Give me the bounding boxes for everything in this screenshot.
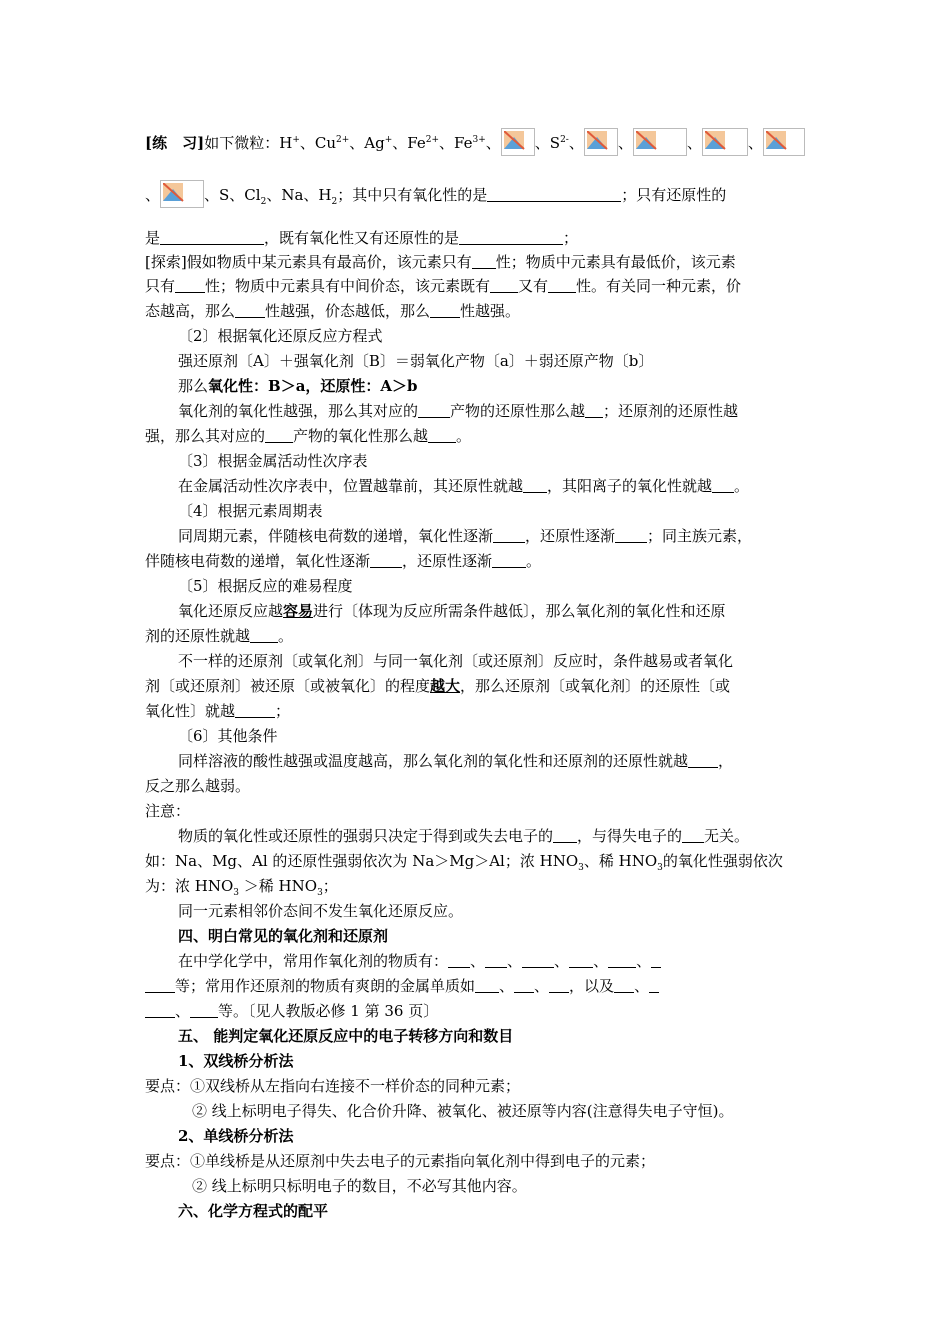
s6-text-1: 同样溶液的酸性越强或温度越高，那么氧化剂的氧化性和还原剂的还原性就越 ，	[178, 752, 734, 770]
answer-blank[interactable]	[651, 951, 661, 968]
s5-text-5: 氧化性〕就越 ；	[145, 702, 291, 720]
answer-blank[interactable]	[569, 951, 593, 968]
explore-line-3: 态越高，那么 性越强，价态越低，那么 性越强。	[145, 302, 521, 320]
note-label: 注意：	[145, 802, 191, 820]
answer-blank[interactable]	[145, 1001, 175, 1018]
method-2-point-b: ② 线上标明只标明电子的数目，不必写其他内容。	[192, 1177, 527, 1195]
method-1-point-b: ② 线上标明电子得失、化合价升降、被氧化、被还原等内容(注意得失电子守恒)。	[192, 1102, 734, 1120]
section-4-text-3: 、 等。〔见人教版必修 1 第 36 页〕	[145, 999, 825, 1023]
answer-blank[interactable]	[475, 976, 499, 993]
answer-blank[interactable]	[514, 976, 534, 993]
s5-text-4: 剂〔或还原剂〕被还原〔或被氧化〕的程度越大，那么还原剂〔或氧化剂〕的还原性〔或	[145, 677, 731, 695]
answer-blank[interactable]	[553, 826, 577, 843]
s5-text-1: 氧化还原反应越容易进行〔体现为反应所需条件越低〕，那么氧化剂的氧化性和还原	[178, 602, 726, 620]
section-5-title: 五、 能判定氧化还原反应中的电子转移方向和数目	[178, 1027, 514, 1045]
answer-blank[interactable]	[493, 526, 525, 543]
section-4-title: 四、明白常见的氧化剂和还原剂	[178, 927, 389, 945]
s4-text-1: 同周期元素，伴随核电荷数的递增，氧化性逐渐 ，还原性逐渐 ；同主族元素，	[178, 527, 753, 545]
practice-line-1: [练 习]如下微粒：H+、$Cu^{2+}$、Ag+、$Fe^{2+}$、$Fe^{3+}$、 、$S^{2-}$、 、 、 、	[145, 128, 825, 156]
answer-blank[interactable]	[472, 252, 496, 269]
s2-paragraph-2: 强，那么其对应的 产物的氧化性那么越 。	[145, 427, 472, 445]
method-1-point-a: 要点：①双线桥从左指向右连接不一样价态的同种元素；	[145, 1077, 521, 1095]
method-2-point-a: 要点：①单线桥是从还原剂中失去电子的元素指向氧化剂中得到电子的元素；	[145, 1152, 656, 1170]
answer-blank[interactable]	[492, 551, 526, 568]
s2-conclusion: 那么氧化性：B＞a，还原性：A＞b	[178, 377, 418, 395]
explore-line-2: 只有 性；物质中元素具有中间价态，该元素既有 又有 性。有关同一种元素，价	[145, 277, 742, 295]
s5-text-2: 剂的还原性就越 。	[145, 627, 294, 645]
answer-blank[interactable]	[548, 276, 576, 293]
practice-tag: [练 习]	[145, 134, 205, 152]
method-1-title: 1、双线桥分析法	[178, 1052, 294, 1070]
s6-text-2: 反之那么越弱。	[145, 777, 251, 795]
s2-equation: 强还原剂〔A〕＋强氧化剂〔B〕＝弱氧化产物〔a〕＋弱还原产物〔b〕	[178, 352, 654, 370]
answer-blank[interactable]	[250, 626, 278, 643]
section-4-text-2: 等；常用作还原剂的物质有爽朗的金属单质如 、 、 ，以及 、	[145, 974, 825, 998]
explore-line-1: [探索]假如物质中某元素具有最高价，该元素只有 性；物质中元素具有最低价，该元素	[145, 253, 736, 271]
answer-blank[interactable]	[160, 228, 264, 245]
answer-blank[interactable]	[522, 951, 554, 968]
broken-image-icon	[160, 180, 204, 208]
note-text-3: 为：浓 $HNO_3$ ＞稀 $HNO_3$；	[145, 877, 338, 898]
broken-image-icon	[702, 128, 748, 156]
answer-blank[interactable]	[614, 976, 634, 993]
s5-text-3: 不一样的还原剂〔或氧化剂〕与同一氧化剂〔或还原剂〕反应时，条件越易或者氧化	[178, 652, 734, 670]
practice-line-2: 、 、S、$Cl_2$、Na、$H_2$；其中只有氧化性的是 ；只有还原性的	[145, 180, 825, 208]
s4-text-2: 伴随核电荷数的递增，氧化性逐渐 ，还原性逐渐 。	[145, 552, 542, 570]
broken-image-icon	[763, 128, 805, 156]
answer-blank[interactable]	[265, 426, 293, 443]
answer-blank[interactable]	[175, 276, 205, 293]
answer-blank[interactable]	[370, 551, 402, 568]
note-text-1: 物质的氧化性或还原性的强弱只决定于得到或失去电子的 ，与得失电子的 无关。	[178, 827, 750, 845]
note-text-2: 如：Na、Mg、Al 的还原性强弱依次为 Na＞Mg＞Al；浓 $HNO_3$、稀 $HNO_3$的氧化性强弱依次	[145, 852, 783, 873]
answer-blank[interactable]	[145, 976, 175, 993]
answer-blank[interactable]	[235, 701, 275, 718]
answer-blank[interactable]	[549, 976, 569, 993]
answer-blank[interactable]	[418, 401, 450, 418]
answer-blank[interactable]	[615, 526, 647, 543]
answer-blank[interactable]	[649, 976, 659, 993]
answer-blank[interactable]	[682, 826, 704, 843]
s3-title: 〔3〕根据金属活动性次序表	[178, 452, 368, 470]
answer-blank[interactable]	[712, 476, 734, 493]
broken-image-icon	[633, 128, 687, 156]
answer-blank[interactable]	[428, 426, 456, 443]
s2-title: 〔2〕根据氧化还原反应方程式	[178, 327, 383, 345]
answer-blank[interactable]	[235, 301, 265, 318]
answer-blank[interactable]	[608, 951, 636, 968]
answer-blank[interactable]	[585, 401, 603, 418]
answer-blank[interactable]	[448, 951, 470, 968]
s3-text: 在金属活动性次序表中，位置越靠前，其还原性就越 ，其阳离子的氧化性就越 。	[178, 477, 750, 495]
section-6-title: 六、化学方程式的配平	[178, 1202, 329, 1220]
broken-image-icon	[584, 128, 618, 156]
s5-title: 〔5〕根据反应的难易程度	[178, 577, 353, 595]
s2-paragraph-1: 氧化剂的氧化性越强，那么其对应的 产物的还原性那么越 ；还原剂的还原性越	[178, 402, 739, 420]
practice-line-3: 是 ，既有氧化性又有还原性的是 ；	[145, 229, 579, 247]
answer-blank[interactable]	[688, 751, 718, 768]
section-4-text-1: 在中学化学中，常用作氧化剂的物质有： 、 、 、 、 、	[178, 949, 858, 973]
note-text-4: 同一元素相邻价态间不发生氧化还原反应。	[178, 902, 464, 920]
answer-blank[interactable]	[485, 951, 507, 968]
method-2-title: 2、单线桥分析法	[178, 1127, 294, 1145]
answer-blank[interactable]	[459, 228, 563, 245]
s6-title: 〔6〕其他条件	[178, 727, 278, 745]
broken-image-icon	[501, 128, 535, 156]
answer-blank[interactable]	[523, 476, 547, 493]
answer-blank[interactable]	[190, 1001, 218, 1018]
answer-blank[interactable]	[430, 301, 460, 318]
s4-title: 〔4〕根据元素周期表	[178, 502, 323, 520]
answer-blank[interactable]	[487, 185, 621, 202]
answer-blank[interactable]	[490, 276, 518, 293]
